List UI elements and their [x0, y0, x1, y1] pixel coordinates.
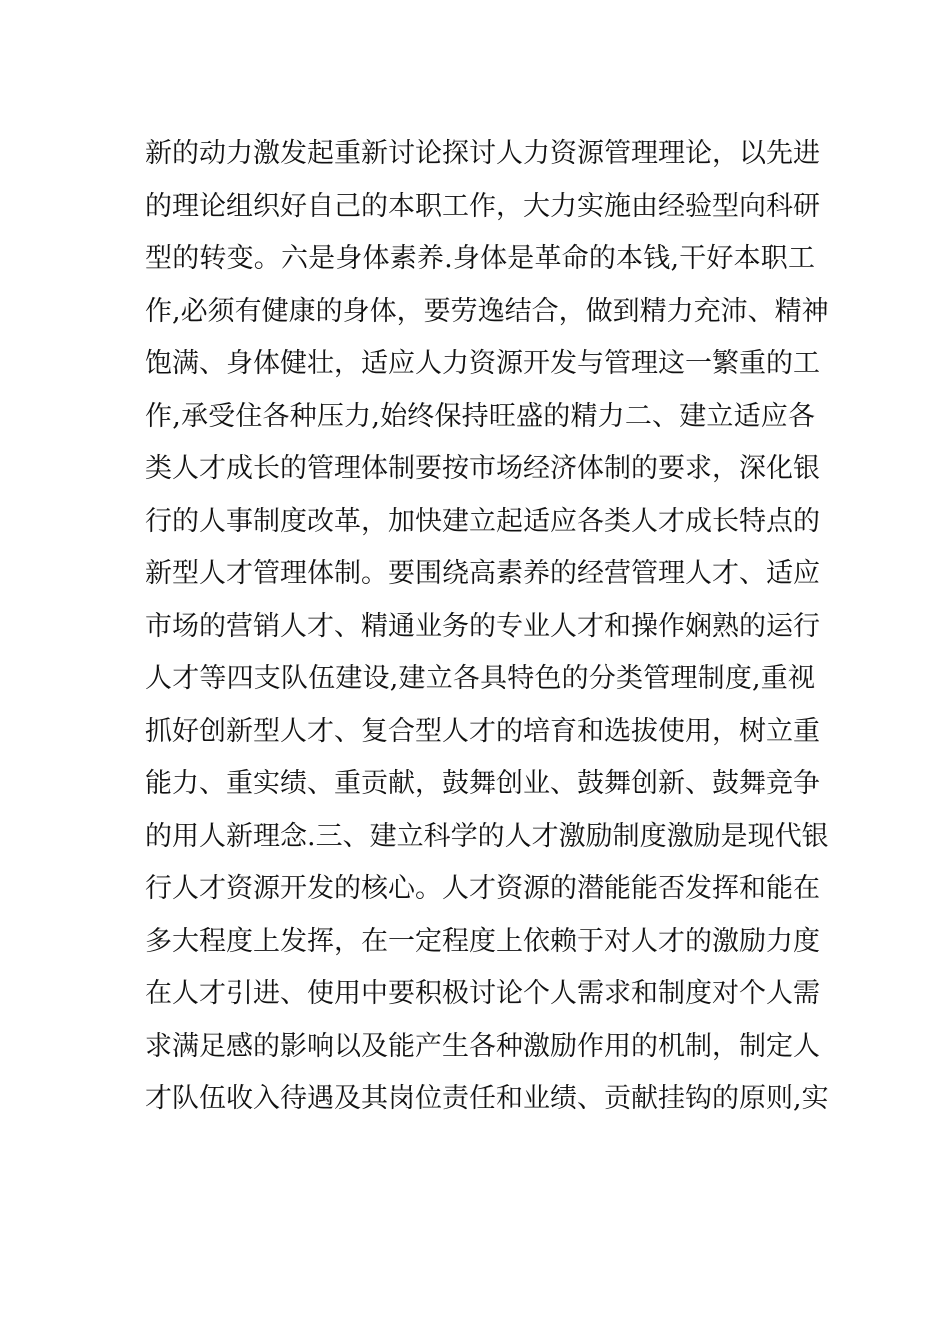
text-line: 的理论组织好自己的本职工作，大力实施由经验型向科研 — [145, 190, 820, 222]
text-line: 新的动力激发起重新讨论探讨人力资源管理理论，以先进 — [145, 138, 820, 169]
text-line: 多大程度上发挥，在一定程度上依赖于对人才的激励力度 — [145, 925, 820, 957]
text-line: 型的转变。六是身体素养.身体是革命的本钱,干好本职工 — [145, 243, 815, 274]
text-line: 作,必须有健康的身体，要劳逸结合，做到精力充沛、精神 — [145, 295, 829, 327]
text-line: 的用人新理念.三、建立科学的人才激励制度激励是现代银 — [145, 820, 829, 852]
text-line: 行人才资源开发的核心。人才资源的潜能能否发挥和能在 — [145, 873, 820, 904]
text-line: 人才等四支队伍建设,建立各具特色的分类管理制度,重视 — [145, 663, 815, 694]
text-line: 新型人才管理体制。要围绕高素养的经营管理人才、适应 — [145, 558, 820, 589]
body-text — [145, 128, 829, 1126]
text-line: 抓好创新型人才、复合型人才的培育和选拔使用，树立重 — [145, 715, 820, 747]
text-line: 作,承受住各种压力,始终保持旺盛的精力二、建立适应各 — [145, 400, 815, 432]
text-line: 行的人事制度改革，加快建立起适应各类人才成长特点的 — [145, 505, 820, 537]
text-line: 在人才引进、使用中要积极讨论个人需求和制度对个人需 — [145, 978, 820, 1009]
text-line: 求满足感的影响以及能产生各种激励作用的机制，制定人 — [145, 1030, 820, 1062]
text-line: 能力、重实绩、重贡献，鼓舞创业、鼓舞创新、鼓舞竞争 — [145, 768, 820, 799]
text-line: 市场的营销人才、精通业务的专业人才和操作娴熟的运行 — [145, 610, 820, 642]
text-line: 类人才成长的管理体制要按市场经济体制的要求，深化银 — [145, 453, 820, 484]
text-line: 才队伍收入待遇及其岗位责任和业绩、贡献挂钩的原则,实 — [145, 1083, 829, 1114]
text-line: 饱满、身体健壮，适应人力资源开发与管理这一繁重的工 — [145, 348, 820, 379]
